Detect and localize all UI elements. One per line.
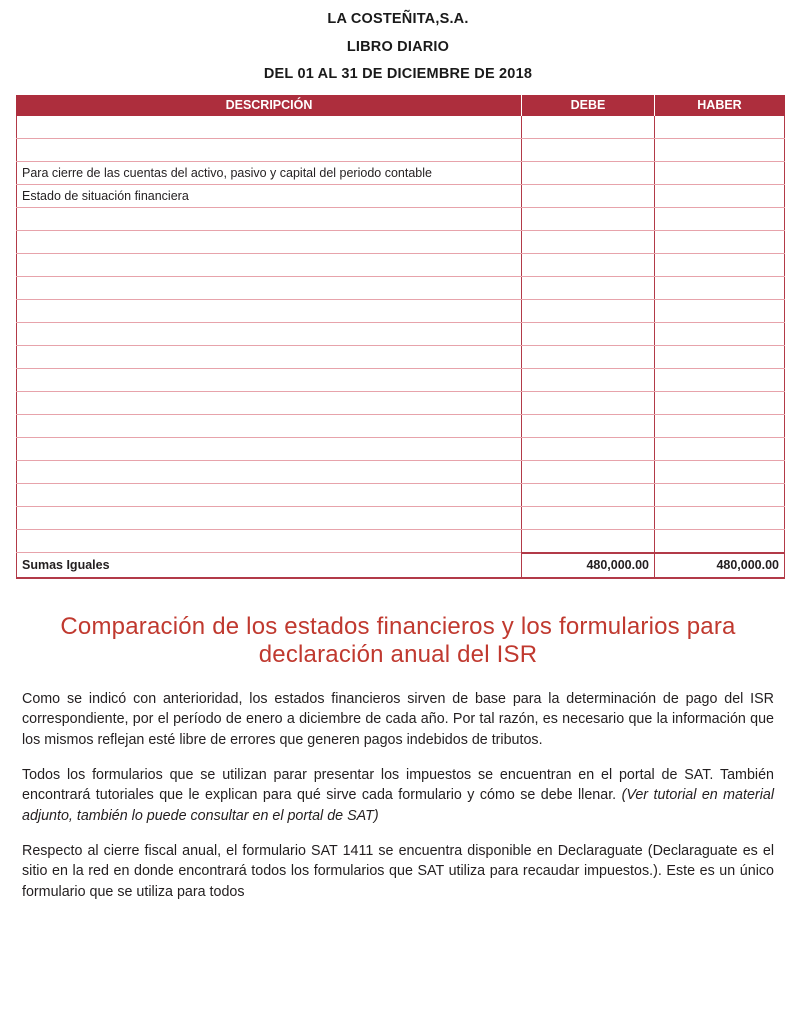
cell-debe bbox=[522, 184, 655, 207]
cell-debe bbox=[522, 368, 655, 391]
cell-debe bbox=[522, 207, 655, 230]
column-header-debe: DEBE bbox=[522, 95, 655, 116]
cell-debe bbox=[522, 460, 655, 483]
cell-haber bbox=[655, 391, 785, 414]
table-row bbox=[17, 460, 785, 483]
cell-debe bbox=[522, 116, 655, 139]
cell-descripcion bbox=[17, 322, 522, 345]
cell-haber bbox=[655, 116, 785, 139]
table-row bbox=[17, 138, 785, 161]
cell-descripcion bbox=[17, 138, 522, 161]
totals-label: Sumas Iguales bbox=[17, 553, 522, 578]
cell-descripcion bbox=[17, 391, 522, 414]
table-row bbox=[17, 116, 785, 139]
cell-haber bbox=[655, 299, 785, 322]
cell-debe bbox=[522, 138, 655, 161]
cell-descripcion bbox=[17, 116, 522, 139]
ledger-table bbox=[16, 95, 785, 579]
table-row bbox=[17, 414, 785, 437]
cell-descripcion bbox=[17, 483, 522, 506]
body-copy bbox=[14, 689, 782, 902]
cell-haber bbox=[655, 345, 785, 368]
table-row bbox=[17, 529, 785, 553]
cell-haber bbox=[655, 322, 785, 345]
cell-descripcion bbox=[17, 529, 522, 553]
table-row bbox=[17, 483, 785, 506]
cell-debe bbox=[522, 483, 655, 506]
table-row bbox=[17, 207, 785, 230]
cell-descripcion bbox=[17, 414, 522, 437]
table-row bbox=[17, 276, 785, 299]
table-row bbox=[17, 184, 785, 207]
cell-descripcion bbox=[17, 253, 522, 276]
totals-haber: 480,000.00 bbox=[655, 553, 785, 578]
cell-debe bbox=[522, 506, 655, 529]
column-header-descripcion: DESCRIPCIÓN bbox=[17, 95, 522, 116]
paragraph-2-italic-note: (Ver tutorial en material adjunto, también lo puede consultar en el portal de SAT) bbox=[22, 787, 774, 824]
table-row bbox=[17, 391, 785, 414]
cell-debe bbox=[522, 437, 655, 460]
cell-haber bbox=[655, 207, 785, 230]
cell-descripcion bbox=[17, 207, 522, 230]
cell-haber bbox=[655, 506, 785, 529]
cell-haber bbox=[655, 368, 785, 391]
table-row bbox=[17, 506, 785, 529]
cell-descripcion bbox=[17, 299, 522, 322]
table-row bbox=[17, 161, 785, 184]
table-row bbox=[17, 299, 785, 322]
cell-debe bbox=[522, 414, 655, 437]
paragraph-3: Respecto al cierre fiscal anual, el formulario SAT 1411 se encuentra disponible en Declaraguate (Declaraguate es el sitio en la red en donde encontrará todos los formularios que SAT utiliza para recaudar impuestos.). Este es un único formulario que se utiliza para todos bbox=[22, 842, 774, 900]
cell-haber bbox=[655, 483, 785, 506]
cell-haber bbox=[655, 460, 785, 483]
section-title: Comparación de los estados financieros y los formularios para declaración anual del ISR bbox=[60, 612, 736, 668]
cell-descripcion bbox=[17, 437, 522, 460]
cell-debe bbox=[522, 299, 655, 322]
table-row bbox=[17, 253, 785, 276]
cell-debe bbox=[522, 161, 655, 184]
cell-descripcion bbox=[17, 276, 522, 299]
cell-debe bbox=[522, 322, 655, 345]
column-header-haber: HABER bbox=[655, 95, 785, 116]
paragraph-1: Como se indicó con anterioridad, los estados financieros sirven de base para la determinación de pago del ISR correspondiente, por el período de enero a diciembre de cada año. Por tal razón, es necesario que la información que los mismos reflejan esté libre de errores que generen pagos indebidos de tributos. bbox=[22, 691, 774, 748]
ledger-body bbox=[17, 116, 785, 578]
cell-haber bbox=[655, 276, 785, 299]
cell-haber bbox=[655, 253, 785, 276]
cell-haber bbox=[655, 138, 785, 161]
cell-descripcion: Estado de situación financiera bbox=[17, 184, 522, 207]
cell-descripcion bbox=[17, 506, 522, 529]
totals-debe: 480,000.00 bbox=[522, 553, 655, 578]
cell-debe bbox=[522, 391, 655, 414]
cell-descripcion: Para cierre de las cuentas del activo, pasivo y capital del periodo contable bbox=[17, 161, 522, 184]
cell-debe bbox=[522, 230, 655, 253]
cell-haber bbox=[655, 437, 785, 460]
document-heading bbox=[14, 0, 782, 82]
cell-descripcion bbox=[17, 230, 522, 253]
table-row bbox=[17, 437, 785, 460]
cell-debe bbox=[522, 529, 655, 553]
ledger-table-container bbox=[14, 95, 782, 579]
company-name: LA COSTEÑITA,S.A. bbox=[327, 11, 469, 27]
table-row bbox=[17, 230, 785, 253]
table-header-row bbox=[17, 95, 785, 116]
cell-haber bbox=[655, 230, 785, 253]
table-row bbox=[17, 345, 785, 368]
paragraph-2-text: Todos los formularios que se utilizan parar presentar los impuestos se encuentran en el portal de SAT. También encontrará tutoriales que le explican para qué sirve cada formulario y cómo se debe llenar. bbox=[22, 767, 774, 804]
period-range: DEL 01 AL 31 DE DICIEMBRE DE 2018 bbox=[263, 66, 533, 82]
cell-haber bbox=[655, 184, 785, 207]
table-row bbox=[17, 368, 785, 391]
cell-descripcion bbox=[17, 368, 522, 391]
paragraph-2 bbox=[22, 765, 774, 826]
cell-descripcion bbox=[17, 460, 522, 483]
book-title: LIBRO DIARIO bbox=[346, 38, 450, 55]
cell-debe bbox=[522, 345, 655, 368]
cell-descripcion bbox=[17, 345, 522, 368]
cell-debe bbox=[522, 276, 655, 299]
cell-debe bbox=[522, 253, 655, 276]
totals-row bbox=[17, 553, 785, 578]
cell-haber bbox=[655, 414, 785, 437]
cell-haber bbox=[655, 161, 785, 184]
table-row bbox=[17, 322, 785, 345]
cell-haber bbox=[655, 529, 785, 553]
